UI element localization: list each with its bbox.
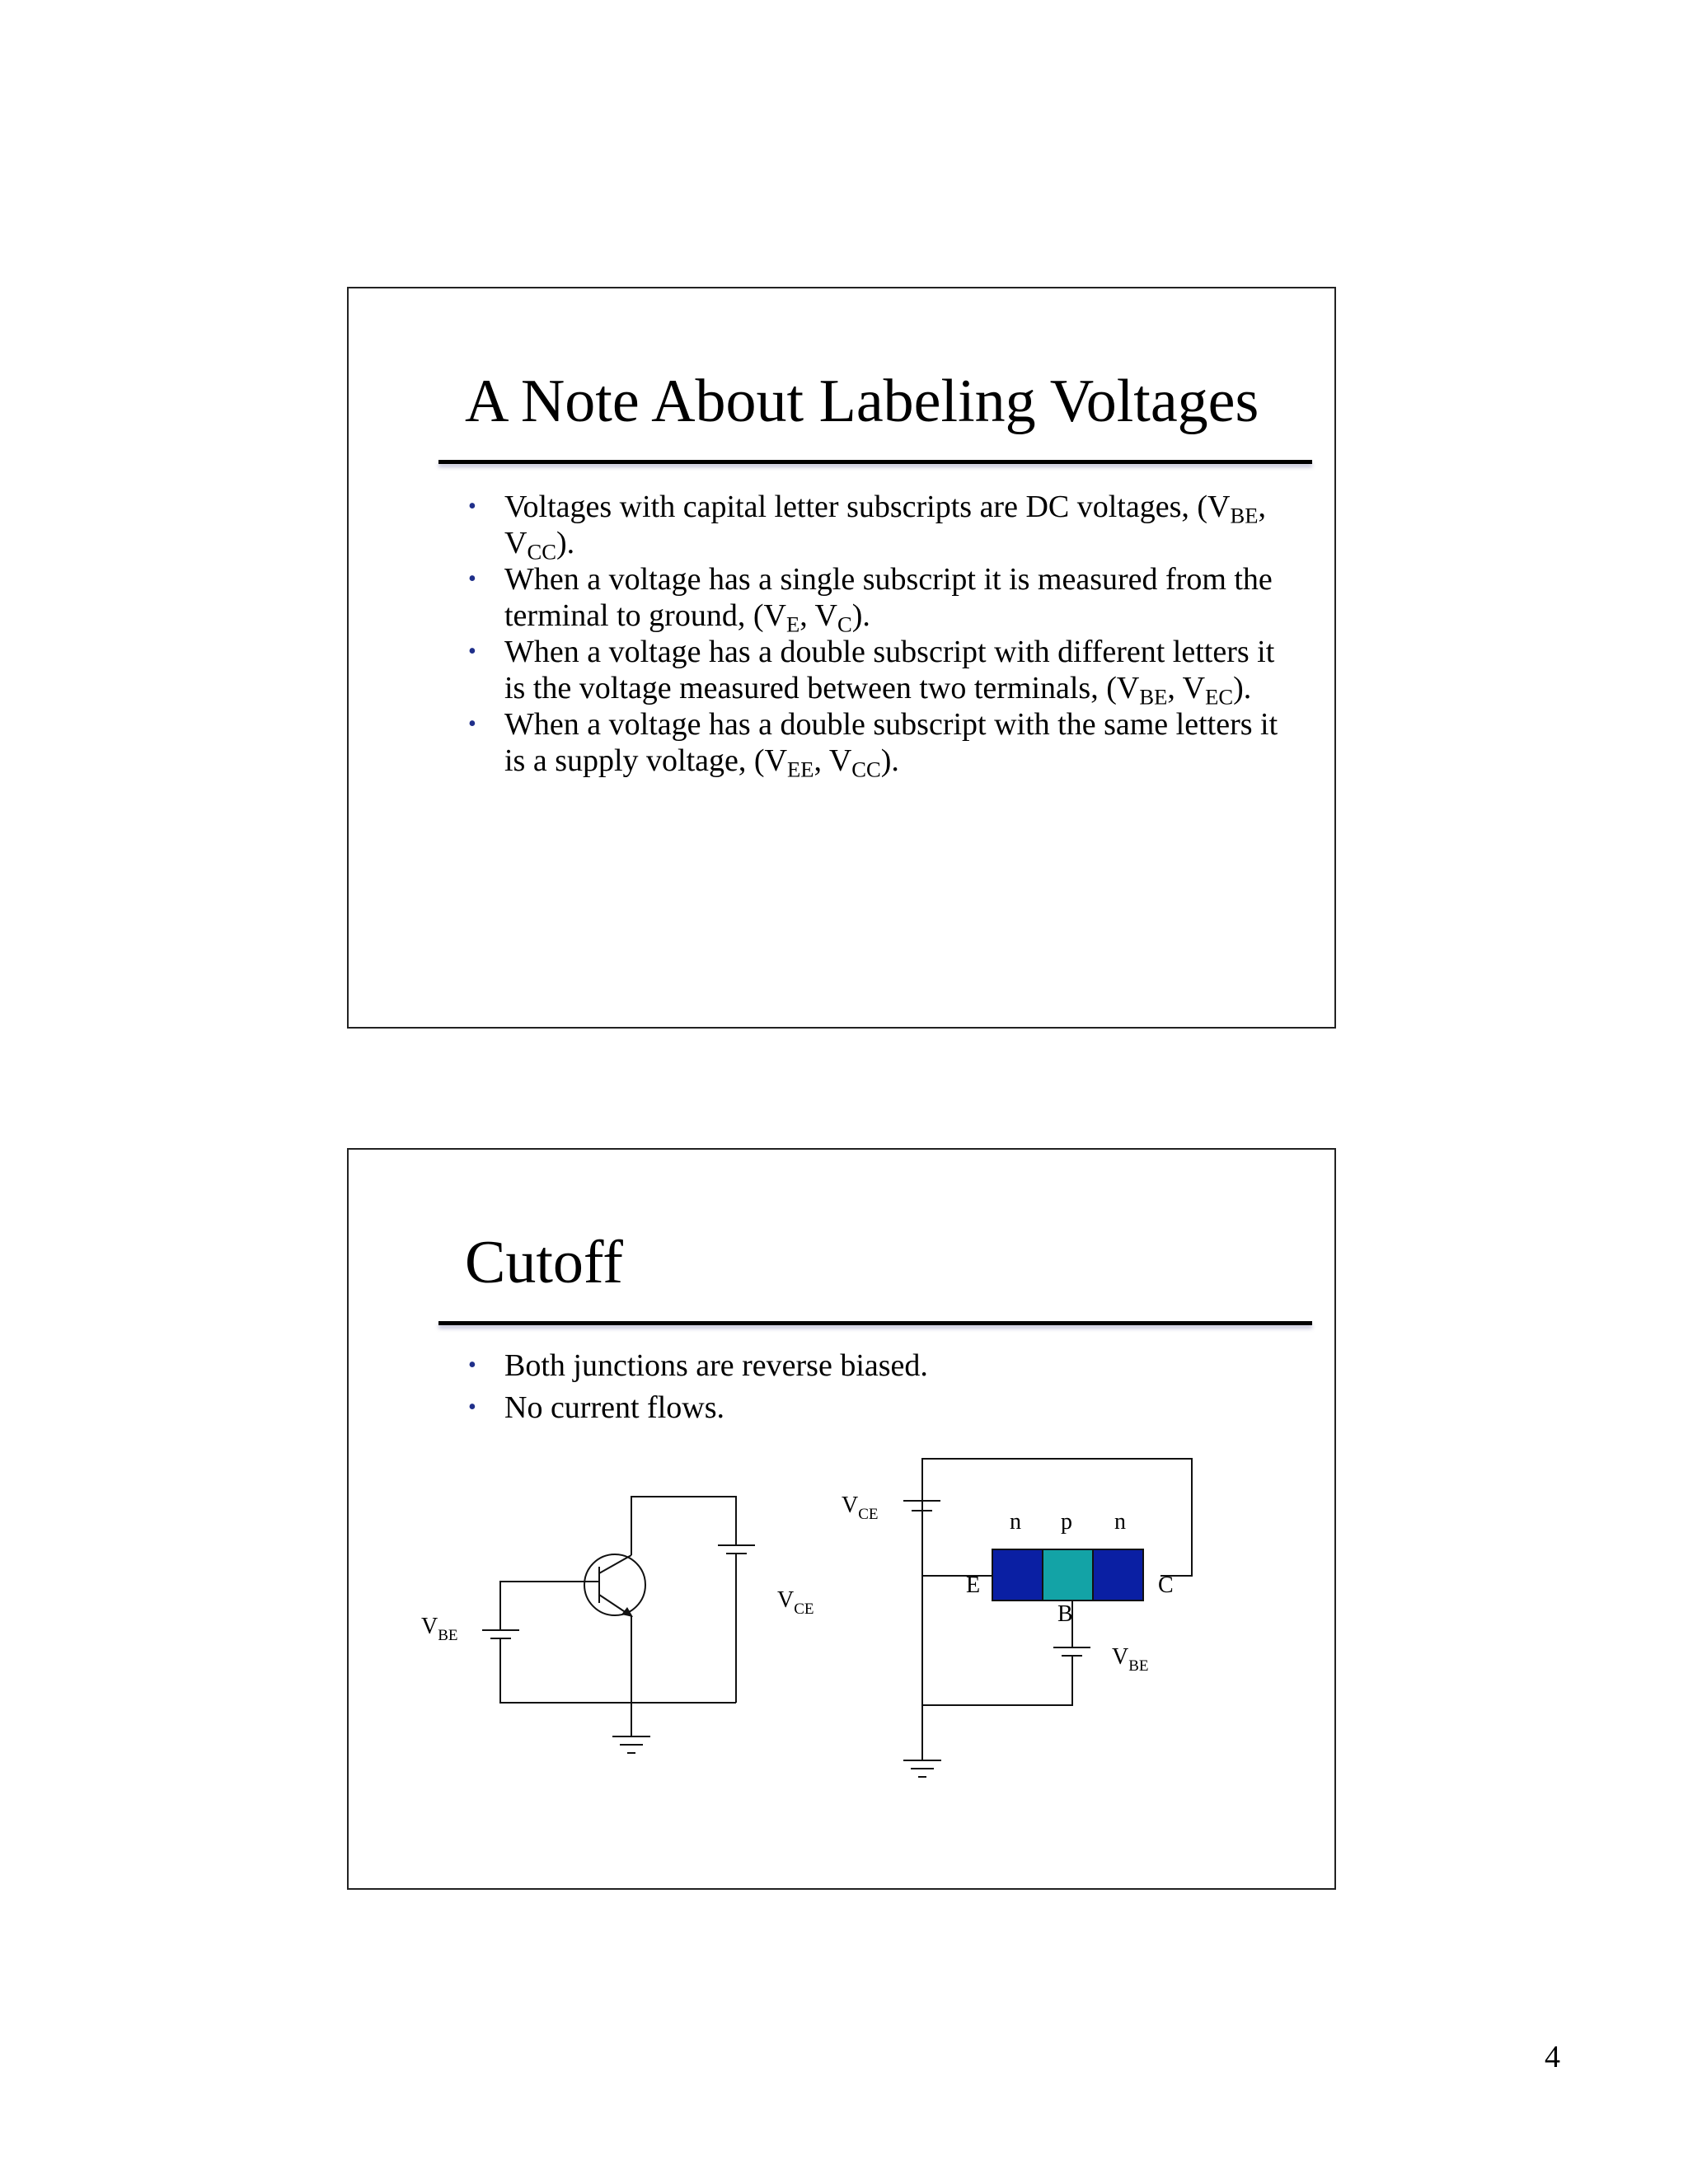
bullet-icon: • — [468, 711, 476, 737]
slide-title: Cutoff — [465, 1229, 623, 1296]
bullet-text: , V — [1167, 671, 1206, 705]
vbe-label-right: $V_{BE}$ — [1112, 1644, 1149, 1675]
subscript-text: CC — [527, 539, 556, 565]
bottom-wire — [500, 1638, 736, 1703]
terminal-b-label: B — [1057, 1601, 1073, 1627]
bullet-text: , V — [814, 743, 852, 778]
bullet-icon: • — [468, 1352, 476, 1378]
npn-block-diagram — [903, 1459, 1192, 1777]
bullet-icon: • — [468, 566, 476, 592]
bullet-text: Voltages with capital letter subscripts are DC voltages, ( — [504, 490, 1208, 524]
transistor-circle — [584, 1554, 645, 1615]
p-region-base — [1043, 1549, 1093, 1601]
bullet-text: V — [1116, 671, 1140, 705]
bullet-icon: • — [468, 639, 476, 664]
slide-labeling-voltages — [347, 287, 1336, 1029]
cutoff-circuit-diagrams — [349, 1150, 1334, 1888]
vce-label-left: $V_{CE}$ — [777, 1587, 814, 1618]
terminal-e-label: E — [966, 1572, 981, 1598]
bullet-text: V — [763, 598, 786, 633]
bullet-item — [468, 706, 1301, 782]
terminal-c-label: C — [1158, 1572, 1174, 1598]
slide-title: A Note About Labeling Voltages — [465, 368, 1259, 435]
subscript-text: CC — [851, 757, 881, 782]
vbe-label-left: $V_{BE}$ — [421, 1614, 458, 1644]
subscript-text: C — [837, 612, 852, 637]
subscript-text: EE — [787, 757, 814, 782]
bullet-item — [468, 561, 1301, 637]
bullet-text: When a voltage has a single subscript it is measured from the terminal to ground, ( — [504, 562, 1273, 633]
bullet-text: , V — [504, 490, 1266, 560]
bullet-text: ). — [1233, 671, 1252, 705]
subscript-text: EC — [1205, 684, 1234, 710]
bullet-text: ). — [851, 598, 870, 633]
subscript-text: BE — [1230, 503, 1259, 528]
region-p-label: p — [1061, 1509, 1072, 1535]
n-region-emitter — [992, 1549, 1043, 1601]
emitter-arrow-icon — [621, 1607, 633, 1617]
region-n2-label: n — [1114, 1509, 1126, 1535]
bullet-item — [468, 489, 1301, 565]
subscript-text: BE — [1139, 684, 1168, 710]
bullet-text: Both junctions are reverse biased. — [504, 1348, 928, 1383]
bullet-text: No current flows. — [504, 1390, 724, 1425]
collector-supply-wire — [631, 1497, 736, 1545]
bullet-text: When a voltage has a double subscript with different letters it is the voltage measured between two terminals, ( — [504, 635, 1275, 705]
bullet-text: V — [764, 743, 788, 778]
bullet-item — [468, 634, 1301, 710]
bullet-text: V — [1207, 490, 1231, 524]
n-region-collector — [1093, 1549, 1143, 1601]
transistor-circuit-schematic — [482, 1497, 755, 1753]
bullet-icon: • — [468, 1394, 476, 1420]
title-underline — [438, 460, 1312, 464]
bullet-list — [468, 489, 1301, 782]
region-n1-label: n — [1010, 1509, 1021, 1535]
bullet-text: , V — [799, 598, 837, 633]
bullet-text: ). — [880, 743, 899, 778]
collector-lead — [599, 1555, 631, 1573]
slide-cutoff — [347, 1148, 1336, 1890]
vbe-return-wire — [922, 1656, 1072, 1705]
bullet-text: When a voltage has a double subscript with the same letters it is a supply voltage, ( — [504, 707, 1278, 778]
vce-label-right: $V_{CE}$ — [842, 1493, 879, 1523]
bullet-icon: • — [468, 494, 476, 519]
subscript-text: E — [785, 612, 800, 637]
vbe-battery-wire-top — [500, 1582, 578, 1630]
bullet-text: ). — [556, 526, 575, 560]
page-number: 4 — [1545, 2040, 1560, 2074]
